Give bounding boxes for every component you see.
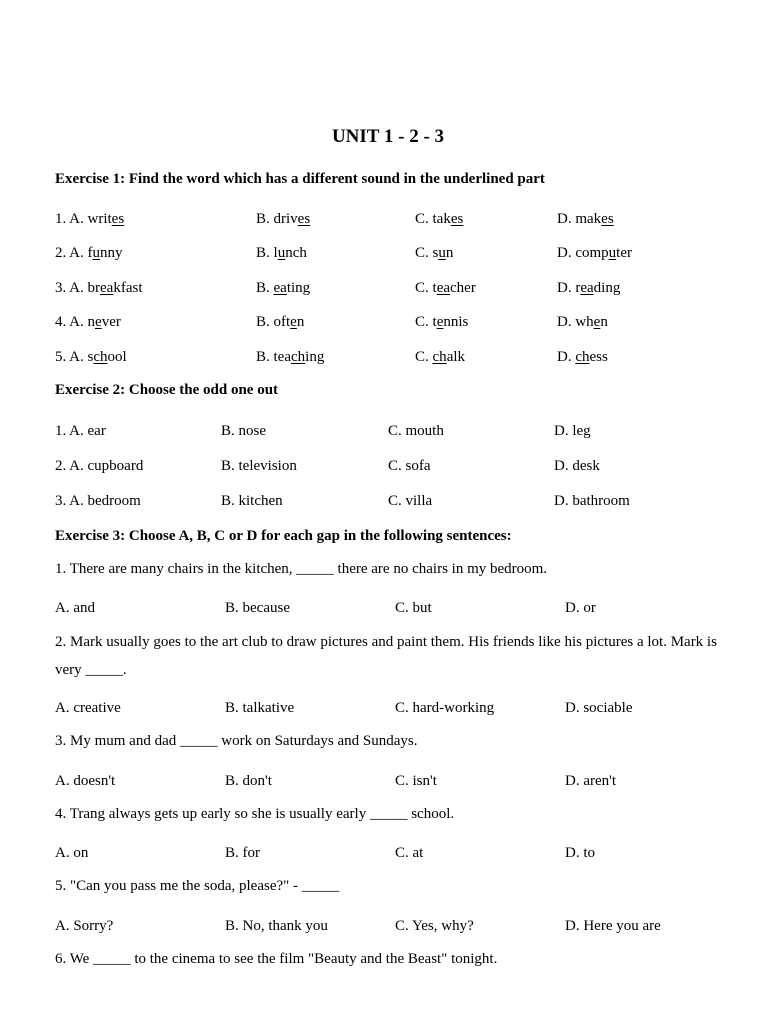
- word-part: cher: [450, 280, 476, 296]
- question-2-options: [55, 700, 755, 722]
- underlined-part: e: [95, 314, 102, 330]
- word-part: kfast: [113, 280, 143, 296]
- underlined-part: e: [436, 314, 444, 330]
- exercise-1-row: [55, 211, 755, 233]
- option-c: C. sofa: [388, 458, 431, 474]
- option-c: [415, 280, 476, 297]
- word-part: ing: [305, 349, 325, 365]
- exercise-1-row: [55, 280, 755, 302]
- question-6: 6. We _____ to the cinema to see the film "Beauty and the Beast" tonight.: [55, 951, 498, 967]
- word-part: C. t: [415, 280, 437, 296]
- option-a: A. Sorry?: [55, 918, 114, 934]
- option-a: A. creative: [55, 700, 121, 716]
- option-d: D. bathroom: [554, 493, 630, 509]
- underlined-part: e: [290, 314, 297, 330]
- word-part: n: [296, 314, 305, 330]
- question-5-options: [55, 918, 755, 940]
- option-d: D. Here you are: [565, 918, 661, 934]
- option-c: [415, 314, 468, 331]
- word-part: 4. A. n: [55, 314, 96, 330]
- word-part: ding: [593, 280, 621, 296]
- option-c: C. hard-working: [395, 700, 495, 716]
- option-c: C. Yes, why?: [395, 918, 474, 934]
- option-a: A. and: [55, 600, 95, 616]
- word-part: nny: [100, 245, 123, 261]
- option-a: [55, 280, 143, 297]
- word-part: n: [445, 245, 454, 261]
- word-part: n: [600, 314, 608, 330]
- word-part: C. s: [415, 245, 439, 261]
- option-d: D. desk: [554, 458, 600, 474]
- option-c: C. but: [395, 600, 432, 616]
- option-d: [557, 314, 608, 331]
- word-part: 3. A. br: [55, 280, 100, 296]
- option-c: [415, 349, 465, 366]
- word-part: B. tea: [256, 349, 291, 365]
- option-b: [256, 314, 304, 331]
- word-part: 5. A. s: [55, 349, 94, 365]
- word-part: 1. A. writ: [55, 211, 112, 227]
- option-b: [256, 280, 310, 297]
- word-part: ver: [101, 314, 121, 330]
- option-d: [557, 245, 632, 262]
- option-b: [256, 211, 310, 228]
- option-c: C. isn't: [395, 773, 437, 789]
- underlined-part: ch: [93, 349, 108, 365]
- underlined-part: u: [92, 245, 100, 261]
- word-part: ess: [589, 349, 608, 365]
- word-part: ool: [107, 349, 127, 365]
- option-b: B. don't: [225, 773, 272, 789]
- word-part: B. oft: [256, 314, 291, 330]
- option-a: 2. A. cupboard: [55, 458, 144, 474]
- option-a: [55, 211, 124, 228]
- underlined-part: ea: [436, 280, 451, 296]
- option-b: B. kitchen: [221, 493, 283, 509]
- underlined-part: es: [450, 211, 464, 227]
- underlined-part: e: [593, 314, 601, 330]
- option-d: D. sociable: [565, 700, 633, 716]
- underlined-part: es: [111, 211, 125, 227]
- word-part: nch: [285, 245, 307, 261]
- word-part: C.: [415, 349, 433, 365]
- option-b: [256, 349, 324, 366]
- exercise-3-heading: Exercise 3: Choose A, B, C or D for each gap in the following sentences:: [55, 528, 512, 544]
- underlined-part: u: [608, 245, 617, 261]
- question-2: 2. Mark usually goes to the art club to draw pictures and paint them. His friends like his pictures a lot. Mark is very _____.: [55, 634, 717, 678]
- word-part: D. comp: [557, 245, 609, 261]
- word-part: C. t: [415, 314, 437, 330]
- question-5: 5. "Can you pass me the soda, please?" - _____: [55, 878, 340, 894]
- question-1-options: [55, 600, 755, 622]
- option-a: [55, 245, 123, 262]
- option-a: A. on: [55, 845, 89, 861]
- word-part: D. mak: [557, 211, 602, 227]
- option-c: C. villa: [388, 493, 433, 509]
- option-b: B. nose: [221, 423, 266, 439]
- word-part: B.: [256, 280, 274, 296]
- word-part: D. r: [557, 280, 581, 296]
- underlined-part: es: [297, 211, 311, 227]
- word-part: 2. A. f: [55, 245, 93, 261]
- word-part: ting: [286, 280, 311, 296]
- exercise-2-row: [55, 493, 755, 515]
- exercise-2-row: [55, 423, 755, 445]
- option-d: [557, 349, 608, 366]
- underlined-part: es: [601, 211, 614, 227]
- question-4-options: [55, 845, 755, 867]
- word-part: nnis: [443, 314, 469, 330]
- option-a: [55, 349, 127, 366]
- underlined-part: u: [277, 245, 286, 261]
- option-d: D. to: [565, 845, 595, 861]
- underlined-part: u: [438, 245, 446, 261]
- question-1: 1. There are many chairs in the kitchen, _____ there are no chairs in my bedroom.: [55, 561, 548, 577]
- option-b: [256, 245, 307, 262]
- option-b: B. because: [225, 600, 290, 616]
- option-d: [557, 211, 614, 228]
- page-title: UNIT 1 - 2 - 3: [331, 126, 445, 147]
- option-a: 3. A. bedroom: [55, 493, 141, 509]
- word-part: D. wh: [557, 314, 594, 330]
- option-b: B. talkative: [225, 700, 295, 716]
- underlined-part: ch: [575, 349, 590, 365]
- option-b: B. television: [221, 458, 297, 474]
- option-b: B. No, thank you: [225, 918, 328, 934]
- option-b: B. for: [225, 845, 260, 861]
- word-part: alk: [446, 349, 466, 365]
- word-part: C. tak: [415, 211, 451, 227]
- option-c: [415, 245, 453, 262]
- exercise-2-row: [55, 458, 755, 480]
- option-a: A. doesn't: [55, 773, 116, 789]
- word-part: ter: [616, 245, 632, 261]
- question-4: 4. Trang always gets up early so she is usually early _____ school.: [55, 806, 455, 822]
- option-a: [55, 314, 121, 331]
- underlined-part: ea: [580, 280, 594, 296]
- underlined-part: ch: [432, 349, 447, 365]
- question-3-options: [55, 773, 755, 795]
- option-d: D. leg: [554, 423, 591, 439]
- option-d: [557, 280, 620, 297]
- exercise-1-heading: Exercise 1: Find the word which has a different sound in the underlined part: [55, 171, 545, 187]
- option-c: [415, 211, 463, 228]
- underlined-part: ch: [291, 349, 306, 365]
- option-d: D. or: [565, 600, 596, 616]
- underlined-part: ea: [100, 280, 114, 296]
- exercise-1-row: [55, 245, 755, 267]
- word-part: D.: [557, 349, 576, 365]
- exercise-1-row: [55, 314, 755, 336]
- option-c: C. mouth: [388, 423, 444, 439]
- word-part: B. driv: [256, 211, 298, 227]
- question-3: 3. My mum and dad _____ work on Saturdays and Sundays.: [55, 733, 418, 749]
- exercise-2-heading: Exercise 2: Choose the odd one out: [55, 382, 279, 398]
- option-d: D. aren't: [565, 773, 617, 789]
- option-a: 1. A. ear: [55, 423, 106, 439]
- option-c: C. at: [395, 845, 424, 861]
- exercise-1-row: [55, 349, 755, 371]
- underlined-part: ea: [273, 280, 287, 296]
- word-part: B. l: [256, 245, 278, 261]
